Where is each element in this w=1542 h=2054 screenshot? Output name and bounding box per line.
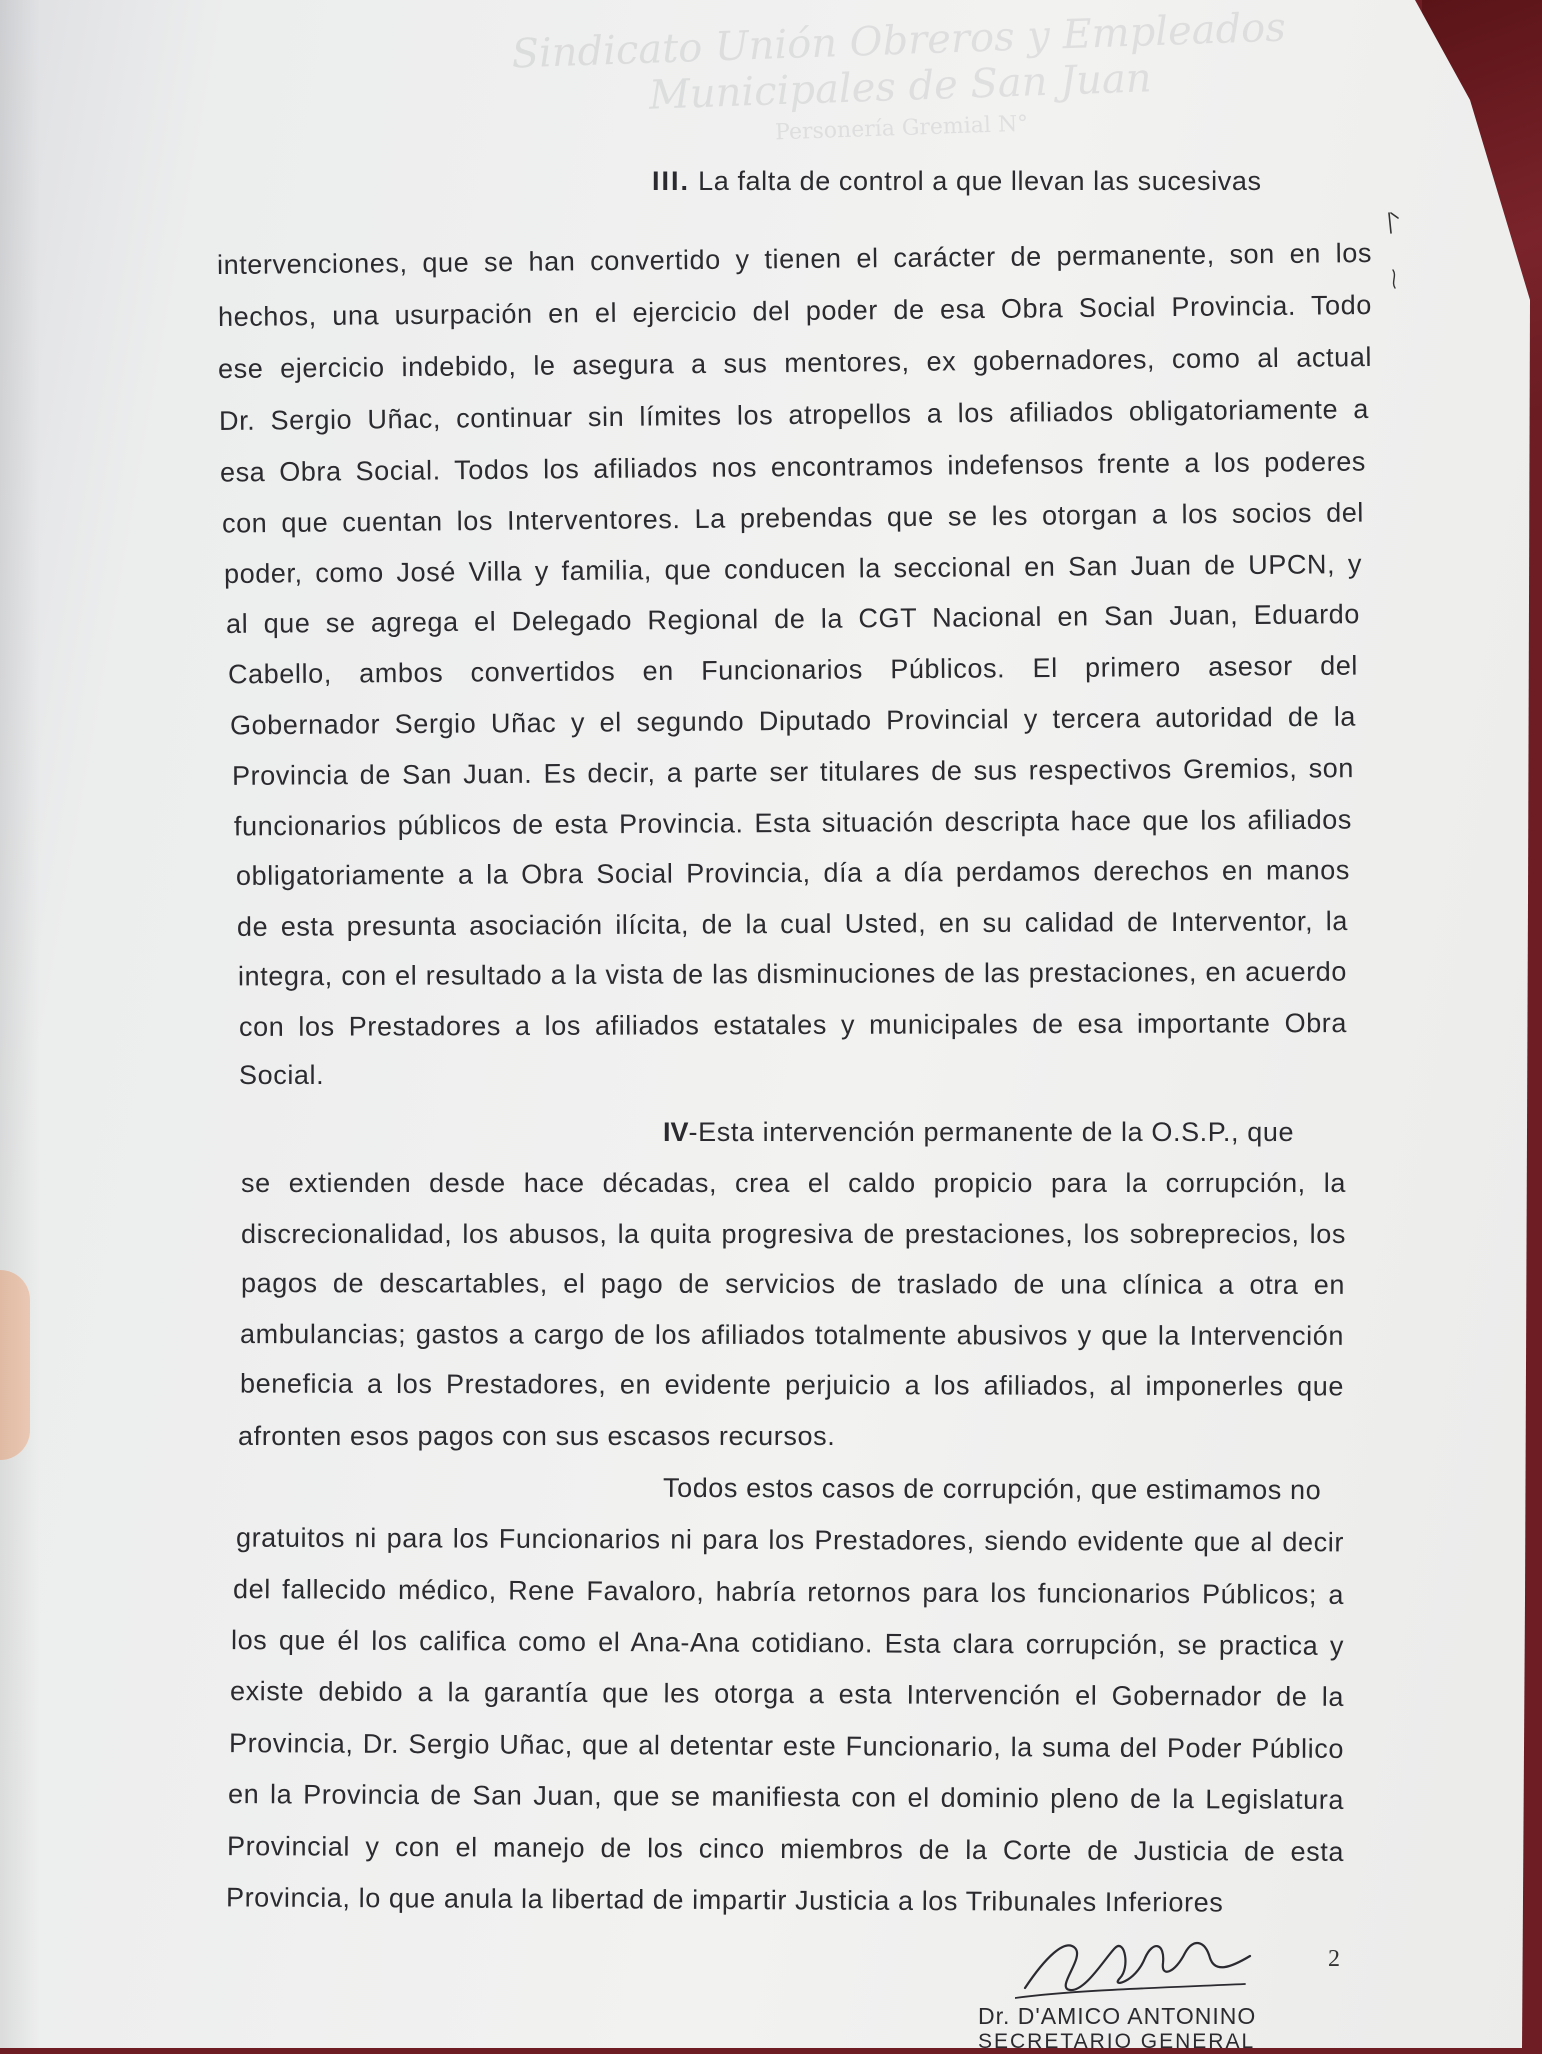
text-line: gratuitos ni para los Funcionarios ni para los Prestadores, siendo evidente que al decir	[235, 1522, 1345, 1558]
text-line: los que él los califica como el Ana-Ana cotidiano. Esta clara corrupción, se practica y	[230, 1625, 1345, 1661]
text-line: poder, como José Villa y familia, que conducen la seccional en San Juan de UPCN, y	[223, 549, 1363, 589]
text-line: Provincial y con el manejo de los cinco miembros de la Corte de Justicia de esta	[226, 1831, 1345, 1867]
text-line: Gobernador Sergio Uñac y el segundo Diputado Provincial y tercera autoridad de la	[229, 701, 1357, 741]
text-line: -Esta intervención permanente de la O.S.P., que	[688, 1117, 1295, 1147]
text-line: esa Obra Social. Todos los afiliados nos encontramos indefensos frente a los poderes	[219, 446, 1367, 488]
text-line: existe debido a la garantía que les otorga a esta Intervención el Gobernador de la	[229, 1676, 1345, 1712]
text-line: hechos, una usurpación en el ejercicio del poder de esa Obra Social Provincia. Todo	[217, 289, 1373, 333]
letterhead-subtitle: Personería Gremial N°	[774, 111, 1029, 146]
section-iii-first-line	[652, 166, 1262, 197]
text-line: ambulancias; gastos a cargo de los afiliados totalmente abusivos y que la Intervención	[239, 1319, 1345, 1351]
text-line: Social.	[239, 1060, 325, 1090]
section-iv-first-line	[663, 1117, 1294, 1148]
section-marker-iii: III.	[652, 166, 691, 196]
text-line: Cabello, ambos convertidos en Funcionarios Públicos. El primero asesor del	[227, 650, 1359, 690]
text-line: Provincia, Dr. Sergio Uñac, que al detentar este Funcionario, la suma del Poder Público	[228, 1728, 1345, 1764]
text-line: ese ejercicio indebido, le asegura a sus mentores, ex gobernadores, como al actual	[217, 341, 1373, 385]
text-line: beneficia a los Prestadores, en evidente perjuicio a los afiliados, al imponerles que	[239, 1368, 1345, 1402]
margin-pen-mark	[1383, 208, 1403, 298]
text-line: Dr. Sergio Uñac, continuar sin límites los atropellos a los afiliados obligatoriamente a	[218, 393, 1370, 437]
text-line: Provincia de San Juan. Es decir, a parte ser titulares de sus respectivos Gremios, son	[231, 753, 1355, 791]
text-line: al que se agrega el Delegado Regional de la CGT Nacional en San Juan, Eduardo	[225, 599, 1361, 639]
text-line: en la Provincia de San Juan, que se manifiesta con el dominio pleno de la Legislatura	[227, 1779, 1345, 1815]
text-line: La falta de control a que llevan las sucesivas	[698, 166, 1262, 196]
text-line: se extienden desde hace décadas, crea el caldo propicio para la corrupción, la	[241, 1168, 1346, 1198]
letterhead-title: Sindicato Unión Obreros y Empleados Municipales de San Juan	[510, 4, 1287, 119]
handwritten-signature	[1015, 1918, 1255, 2008]
text-line: con que cuentan los Interventores. La prebendas que se les otorgan a los socios del	[221, 497, 1365, 539]
text-line: integra, con el resultado a la vista de las disminuciones de las prestaciones, en acuerdo	[237, 956, 1348, 992]
text-line: de esta presunta asociación ilícita, de la cual Usted, en su calidad de Interventor, la	[236, 906, 1349, 942]
text-line: Provincia, lo que anula la libertad de impartir Justicia a los Tribunales Inferiores	[225, 1882, 1224, 1918]
text-line: intervenciones, que se han convertido y tienen el carácter de permanente, son en los	[216, 237, 1373, 281]
text-line: del fallecido médico, Rene Favaloro, habría retornos para los funcionarios Públicos; a	[232, 1574, 1345, 1610]
text-line: funcionarios públicos de esta Provincia. Esta situación descripta hace que los afiliados	[233, 804, 1353, 842]
section-marker-iv: IV	[663, 1117, 689, 1147]
text-line: afronten esos pagos con sus escasos recursos.	[238, 1421, 836, 1451]
page-number: 2	[1328, 1946, 1340, 1972]
text-line: Todos estos casos de corrupción, que estimamos no	[662, 1472, 1322, 1506]
signatory-title: SECRETARIO GENERAL	[978, 2030, 1256, 2053]
text-line: discrecionalidad, los abusos, la quita progresiva de prestaciones, los sobreprecios, los	[241, 1219, 1346, 1249]
text-line: pagos de descartables, el pago de servicios de traslado de una clínica a otra en	[240, 1268, 1346, 1300]
signatory-name: Dr. D'AMICO ANTONINO	[978, 2003, 1257, 2029]
text-line: obligatoriamente a la Obra Social Provincia, día a día perdamos derechos en manos	[235, 855, 1351, 891]
text-line: con los Prestadores a los afiliados estatales y municipales de esa importante Obra	[238, 1008, 1348, 1042]
